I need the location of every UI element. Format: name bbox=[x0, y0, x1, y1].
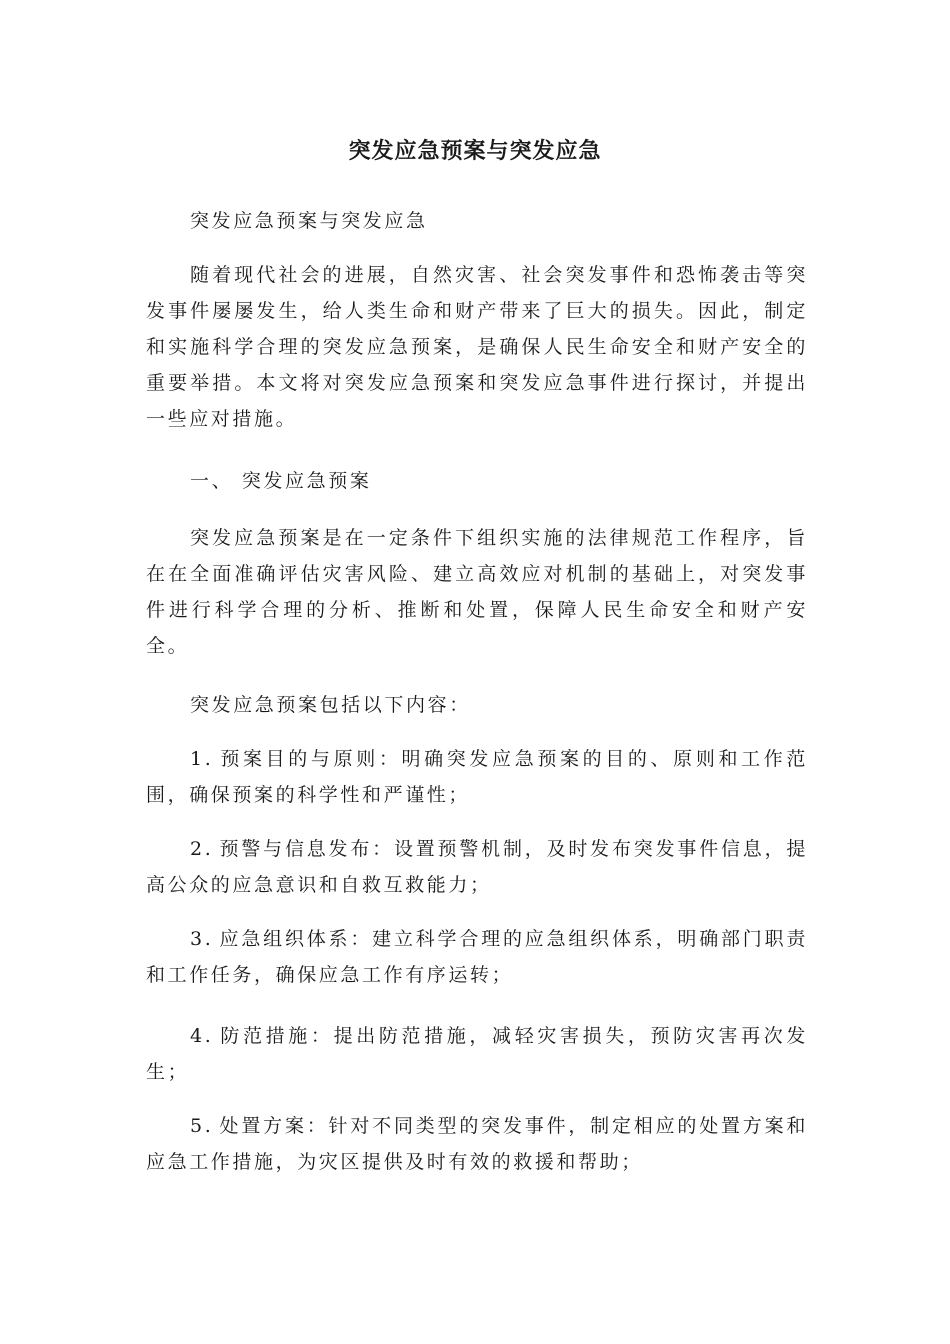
list-item-number: 4. bbox=[190, 1025, 214, 1047]
contents-intro-paragraph: 突发应急预案包括以下内容： bbox=[190, 694, 471, 716]
list-item-number: 2. bbox=[190, 838, 214, 860]
section-heading: 一、 突发应急预案 bbox=[190, 470, 372, 492]
list-item-number: 1. bbox=[190, 748, 214, 770]
list-item-text: 防范措施：提出防范措施，减轻灾害损失，预防灾害再次发生； bbox=[146, 1025, 808, 1083]
list-item-number: 3. bbox=[190, 928, 214, 950]
list-item-text: 处置方案：针对不同类型的突发事件，制定相应的处置方案和应急工作措施，为灾区提供及时有效的救援和帮助； bbox=[146, 1115, 808, 1173]
document-title: 突发应急预案与突发应急 bbox=[348, 139, 602, 164]
list-item bbox=[146, 1108, 808, 1180]
list-item-text: 预案目的与原则：明确突发应急预案的目的、原则和工作范围，确保预案的科学性和严谨性； bbox=[146, 748, 808, 806]
document-subtitle: 突发应急预案与突发应急 bbox=[190, 210, 428, 232]
list-item bbox=[146, 741, 808, 813]
intro-paragraph: 随着现代社会的进展，自然灾害、社会突发事件和恐怖袭击等突发事件屡屡发生，给人类生命和财产带来了巨大的损失。因此，制定和实施科学合理的突发应急预案，是确保人民生命安全和财产安全的重要举措。本文将对突发应急预案和突发应急事件进行探讨，并提出一些应对措施。 bbox=[146, 264, 808, 430]
definition-paragraph: 突发应急预案是在一定条件下组织实施的法律规范工作程序，旨在在全面准确评估灾害风险、建立高效应对机制的基础上，对突发事件进行科学合理的分析、推断和处置，保障人民生命安全和财产安全。 bbox=[146, 527, 808, 657]
list-item bbox=[146, 921, 808, 993]
list-item bbox=[146, 831, 808, 903]
list-item bbox=[146, 1018, 808, 1090]
list-item-text: 应急组织体系：建立科学合理的应急组织体系，明确部门职责和工作任务，确保应急工作有序运转； bbox=[146, 928, 808, 986]
list-item-text: 预警与信息发布：设置预警机制，及时发布突发事件信息，提高公众的应急意识和自救互救能力； bbox=[146, 838, 808, 896]
list-item-number: 5. bbox=[190, 1115, 214, 1137]
